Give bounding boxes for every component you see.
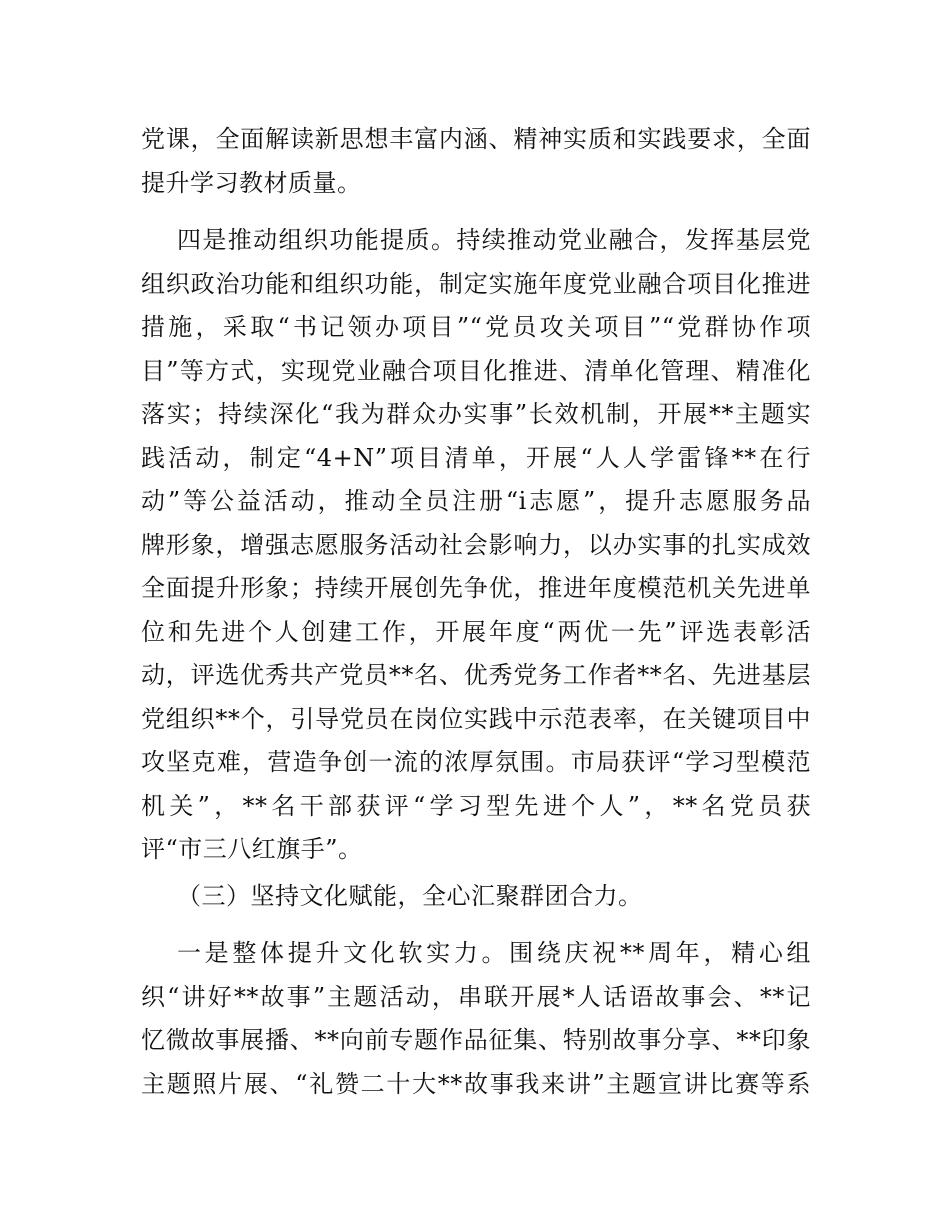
text-line: 忆微故事展播、**向前专题作品征集、特别故事分享、**印象 xyxy=(141,1026,811,1054)
text-line: 践活动，制定“4+N”项目清单，开展“人人学雷锋**在行 xyxy=(141,443,811,472)
text-line: 动”等公益活动，推动全员注册“i志愿”，提升志愿服务品 xyxy=(141,487,811,515)
paragraph-continued xyxy=(141,118,811,205)
text-line: 四是推动组织功能提质。持续推动党业融合，发挥基层党 xyxy=(177,226,811,254)
text-line: 牌形象，增强志愿服务活动社会影响力，以办实事的扎实成效 xyxy=(141,530,811,559)
text-line: 位和先进个人创建工作，开展年度“两优一先”评选表彰活 xyxy=(141,617,811,646)
text-line: 组织政治功能和组织功能，制定实施年度党业融合项目化推进 xyxy=(141,269,811,298)
text-line: 评“市三八红旗手”。 xyxy=(141,835,363,863)
text-line: 党组织**个，引导党员在岗位实践中示范表率，在关键项目中 xyxy=(141,704,811,733)
text-line: 动，评选优秀共产党员**名、优秀党务工作者**名、先进基层 xyxy=(141,661,811,689)
text-line: 措施，采取“书记领办项目”“党员攻关项目”“党群协作项 xyxy=(141,313,811,341)
section-heading-text: （三）坚持文化赋能，全心汇聚群团合力。 xyxy=(177,882,643,910)
section-heading xyxy=(141,875,811,919)
text-line: 主题照片展、“礼赞二十大**故事我来讲”主题宣讲比赛等系 xyxy=(141,1069,811,1098)
text-line: 一是整体提升文化软实力。围绕庆祝**周年，精心组 xyxy=(177,939,811,967)
text-line: 目”等方式，实现党业融合项目化推进、清单化管理、精准化 xyxy=(141,356,811,385)
paragraph-item-four xyxy=(141,219,811,872)
paragraph-item-one xyxy=(141,932,811,1106)
text-line: 攻坚克难，营造争创一流的浓厚氛围。市局获评“学习型模范 xyxy=(141,748,811,776)
text-line: 落实；持续深化“我为群众办实事”长效机制，开展**主题实 xyxy=(141,400,811,428)
text-line: 全面提升形象；持续开展创先争优，推进年度模范机关先进单 xyxy=(141,574,811,602)
text-line: 提升学习教材质量。 xyxy=(141,168,362,197)
text-line: 党课，全面解读新思想丰富内涵、精神实质和实践要求，全面 xyxy=(141,125,811,153)
text-line: 机关”，**名干部获评“学习型先进个人”，**名党员获 xyxy=(141,791,811,820)
text-line: 织“讲好**故事”主题活动，串联开展*人话语故事会、**记 xyxy=(141,982,811,1011)
